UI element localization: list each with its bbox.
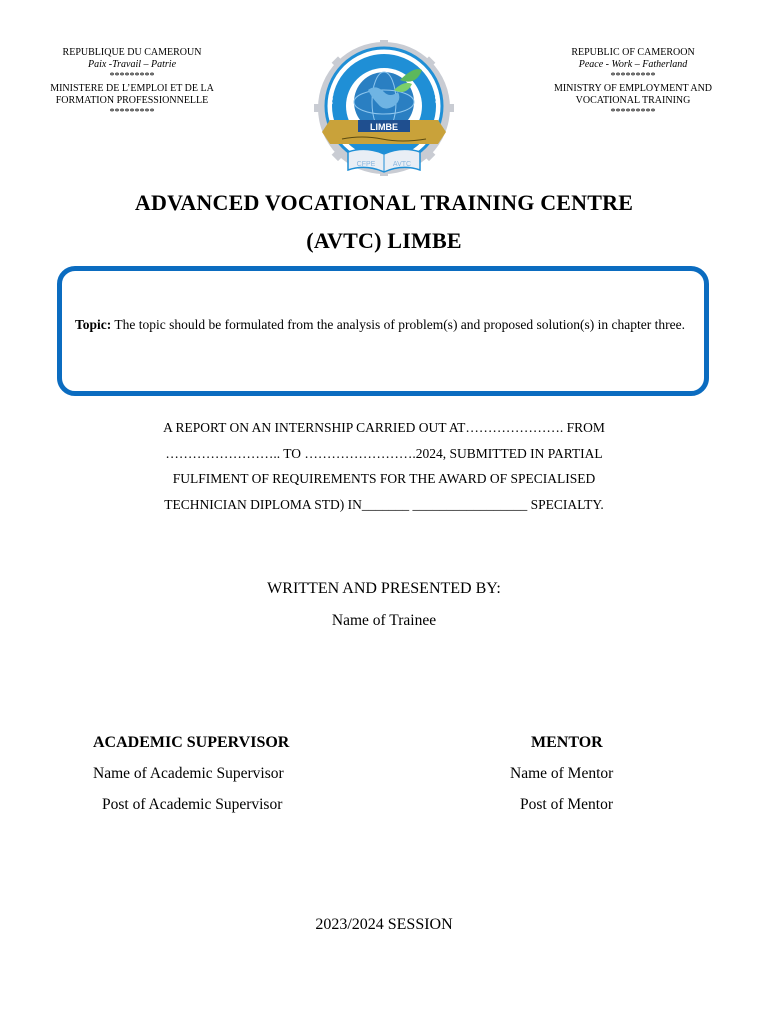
report-line: TECHNICIAN DIPLOMA STD) IN_______ _________________ SPECIALTY. [164,496,604,512]
mentor-name: Name of Mentor [510,765,614,782]
report-line: A REPORT ON AN INTERNSHIP CARRIED OUT AT…………………. FROM [163,420,605,435]
country-fr: REPUBLIQUE DU CAMEROUN [62,47,202,58]
report-description [110,415,658,517]
academic-supervisor-post: Post of Academic Supervisor [102,796,283,813]
report-line: FULFIMENT OF REQUIREMENTS FOR THE AWARD OF SPECIALISED [172,471,596,486]
motto-fr: Paix -Travail – Patrie [87,59,177,70]
academic-supervisor-heading: ACADEMIC SUPERVISOR [93,734,290,751]
ministry-en-line2: VOCATIONAL TRAINING [575,95,691,106]
separator: ********* [109,71,155,82]
separator: ********* [610,107,656,118]
avtc-logo-emblem [308,40,464,180]
banner-ribbon [322,120,446,144]
separator: ********* [610,71,656,82]
report-line: …………………….. TO …………………….2024, SUBMITTED IN PARTIAL [165,445,603,461]
topic-description: The topic should be formulated from the analysis of problem(s) and proposed solution(s) in chapter three. [111,317,685,332]
ministry-fr-line2: FORMATION PROFESSIONNELLE [55,95,209,106]
svg-text:CFPE: CFPE [356,161,376,168]
ministry-fr-line1: MINISTERE DE L’EMPLOI ET DE LA [50,83,214,94]
mentor-post: Post of Mentor [520,796,613,813]
session-year: 2023/2024 SESSION [315,916,453,933]
centre-abbreviation: (AVTC) LIMBE [306,228,462,253]
trainee-name: Name of Trainee [331,612,437,629]
motto-en: Peace - Work – Fatherland [578,59,688,70]
mentor-heading: MENTOR [531,734,603,751]
academic-supervisor-name: Name of Academic Supervisor [93,765,284,782]
topic-paragraph [75,316,705,334]
written-by-heading: WRITTEN AND PRESENTED BY: [267,580,501,597]
separator: ********* [109,107,155,118]
ministry-en-line1: MINISTRY OF EMPLOYMENT AND [553,83,713,94]
svg-text:LIMBE: LIMBE [370,122,398,132]
country-en: REPUBLIC OF CAMEROON [571,47,695,58]
centre-title: ADVANCED VOCATIONAL TRAINING CENTRE [134,190,634,215]
svg-text:AVTC: AVTC [392,161,412,168]
header-left-block [32,47,232,119]
header-right-block [533,47,733,119]
topic-label: Topic: [75,317,112,332]
